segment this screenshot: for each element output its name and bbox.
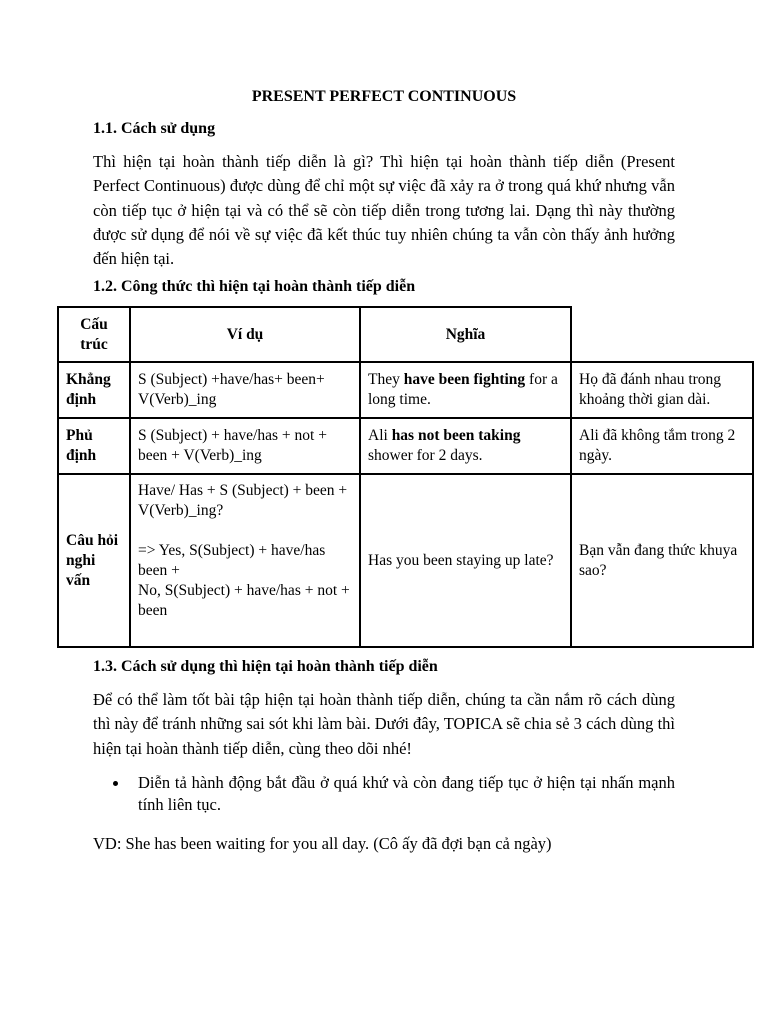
section-1-heading: 1.1. Cách sử dụng [93, 120, 216, 137]
header-structure: Cấu trúc [58, 307, 130, 362]
row-label: Khẳng định [58, 362, 130, 418]
section-3-paragraph: Để có thể làm tốt bài tập hiện tại hoàn thành tiếp diễn, chúng ta cần nắm rõ cách dùng thì này để tránh những sai sót khi làm bài. Dưới đây, TOPICA sẽ chia sẻ 3 cách dùng thì hiện tại hoàn thành tiếp diễn, cùng theo dõi nhé! [93, 690, 675, 758]
row-example: They have been fighting for a long time. [360, 362, 571, 418]
section-3-heading: 1.3. Cách sử dụng thì hiện tại hoàn thành tiếp diễn [93, 658, 438, 675]
row-example: Has you been staying up late? [360, 474, 571, 647]
row-label: Phủ định [58, 418, 130, 474]
usage-bullet-list [113, 772, 675, 816]
section-1-paragraph: Thì hiện tại hoàn thành tiếp diễn là gì? Thì hiện tại hoàn thành tiếp diễn (Present Perfect Continuous) được dùng để chỉ một sự việc đã xảy ra ở trong quá khứ nhưng vẫn còn tiếp tục ở hiện tại và có thể sẽ còn tiếp diễn trong tương lai. Dạng thì này thường được sử dụng để nói về sự việc đã kết thúc tuy nhiên chúng ta vẫn còn thấy ảnh hưởng đến hiện tại. [93, 152, 675, 269]
header-meaning: Nghĩa [360, 307, 571, 362]
section-2-heading: 1.2. Công thức thì hiện tại hoàn thành tiếp diễn [93, 278, 416, 295]
row-meaning: Ali đã không tắm trong 2 ngày. [571, 418, 753, 474]
header-blank [571, 307, 753, 362]
table-row-interrogative [58, 474, 753, 647]
document-title: PRESENT PERFECT CONTINUOUS [251, 88, 517, 105]
row-meaning: Họ đã đánh nhau trong khoảng thời gian dài. [571, 362, 753, 418]
grammar-table [57, 306, 754, 648]
row-label: Câu hỏi nghi vấn [58, 474, 130, 647]
table-row-affirmative [58, 362, 753, 418]
header-example: Ví dụ [130, 307, 360, 362]
row-structure: S (Subject) + have/has + not + been + V(Verb)_ing [130, 418, 360, 474]
row-meaning: Bạn vẫn đang thức khuya sao? [571, 474, 753, 647]
example-sentence: VD: She has been waiting for you all day. (Cô ấy đã đợi bạn cả ngày) [93, 834, 552, 853]
row-structure: Have/ Has + S (Subject) + been + V(Verb)_ing? => Yes, S(Subject) + have/has been + No, S(Subject) + have/has + not + been [130, 474, 360, 647]
table-header-row [58, 307, 753, 362]
table-row-negative [58, 418, 753, 474]
bullet-icon [113, 781, 118, 786]
list-item: Diễn tả hành động bắt đầu ở quá khứ và còn đang tiếp tục ở hiện tại nhấn mạnh tính liên tục. [113, 772, 675, 816]
row-structure: S (Subject) +have/has+ been+ V(Verb)_ing [130, 362, 360, 418]
row-example: Ali has not been taking shower for 2 days. [360, 418, 571, 474]
